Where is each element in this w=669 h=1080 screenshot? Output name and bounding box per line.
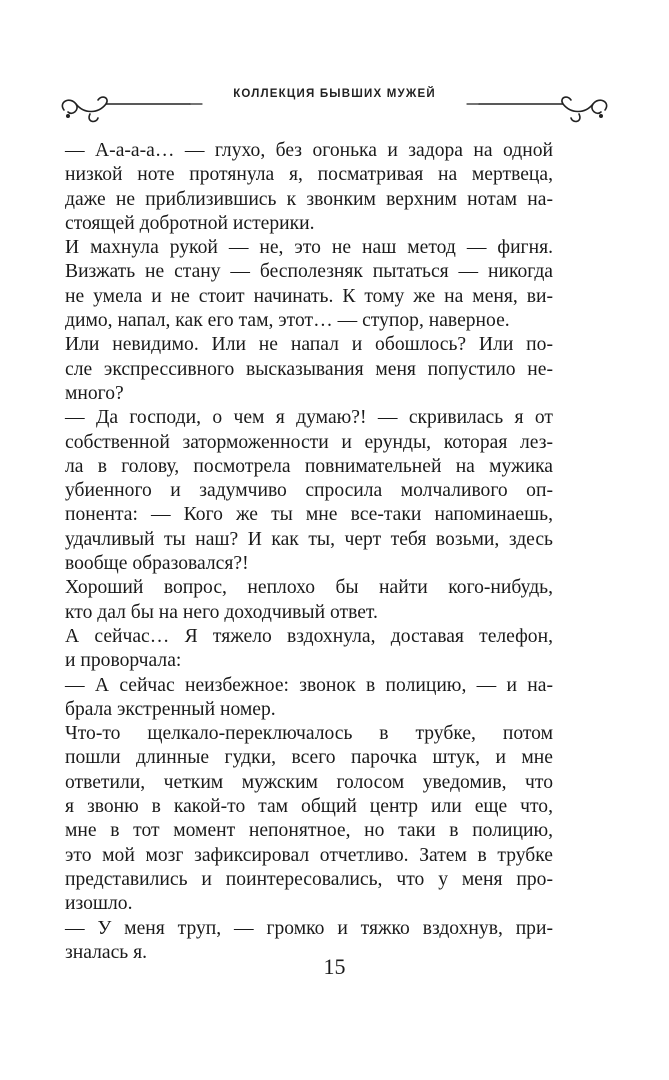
text-line: собственной заторможенности и ерунды, которая лез- [65,431,553,453]
text-line: — А сейчас неизбежное: звонок в полицию, — и на- [65,674,553,696]
text-line: сле экспрессивного высказывания меня попустило не- [65,358,553,380]
paragraph [65,625,553,674]
running-header [50,80,619,130]
paragraph [65,333,553,406]
text-line: низкой ноте протянула я, посматривая на мертвеца, [65,164,553,186]
text-line: стоящей добротной истерики. [65,212,315,234]
body-text [65,139,553,965]
text-line: и проворчала: [65,650,182,672]
text-line: изошло. [65,893,133,915]
text-line: димо, напал, как его там, этот… — ступор, наверное. [65,310,510,332]
paragraph [65,406,553,576]
text-line: зналась я. [65,941,148,963]
text-line: — Да господи, о чем я думаю?! — скривилась я от [65,407,553,429]
text-line: Что-то щелкало-переключалось в трубке, потом [65,723,553,745]
text-line: это мой мозг зафиксировал отчетливо. Затем в трубке [65,844,553,866]
text-line: представились и поинтересовались, что у меня про- [65,868,553,890]
text-line: вообще образовался?! [65,553,249,575]
text-line: — А-а-а-а… — глухо, без огонька и задора на одной [65,140,553,161]
text-line: брала экстренный номер. [65,698,276,720]
text-line: понента: — Кого же ты мне все-таки напоминаешь, [65,504,553,526]
text-line: удачливый ты наш? И как ты, черт тебя возьми, здесь [65,528,553,550]
text-line: много? [65,382,124,404]
text-line: Или невидимо. Или не напал и обошлось? Или по- [65,334,553,356]
text-line: убиенного и задумчиво спросила молчаливого оп- [65,480,553,502]
text-line: я звоню в какой-то там общий центр или еще что, [65,796,553,818]
paragraph [65,722,553,916]
header-title: КОЛЛЕКЦИЯ БЫВШИХ МУЖЕЙ [233,88,436,100]
paragraph [65,139,553,236]
paragraph [65,674,553,723]
text-line: мне в тот момент непонятное, но таки в полицию, [65,820,553,842]
text-line: И махнула рукой — не, это не наш метод — фигня. [65,237,553,259]
text-line: кто дал бы на него доходчивый ответ. [65,601,378,623]
paragraph [65,576,553,625]
text-line: не умела и не стоит начинать. К тому же на меня, ви- [65,285,553,307]
text-line: — У меня труп, — громко и тяжко вздохнув, при- [65,917,553,939]
text-line: ответили, четким мужским голосом уведомив, что [65,771,553,793]
text-line: пошли длинные гудки, всего парочка штук, и мне [65,747,553,769]
text-line: Визжать не стану — бесполезняк пытаться — никогда [65,261,553,283]
paragraph [65,236,553,333]
text-line: ла в голову, посмотрела повнимательней на мужика [65,455,553,477]
page-number: 15 [323,954,346,979]
text-line: даже не приблизившись к звонким верхним нотам на- [65,188,553,210]
text-line: Хороший вопрос, неплохо бы найти кого-нибудь, [65,577,553,599]
text-line: А сейчас… Я тяжело вздохнула, доставая телефон, [65,625,553,647]
